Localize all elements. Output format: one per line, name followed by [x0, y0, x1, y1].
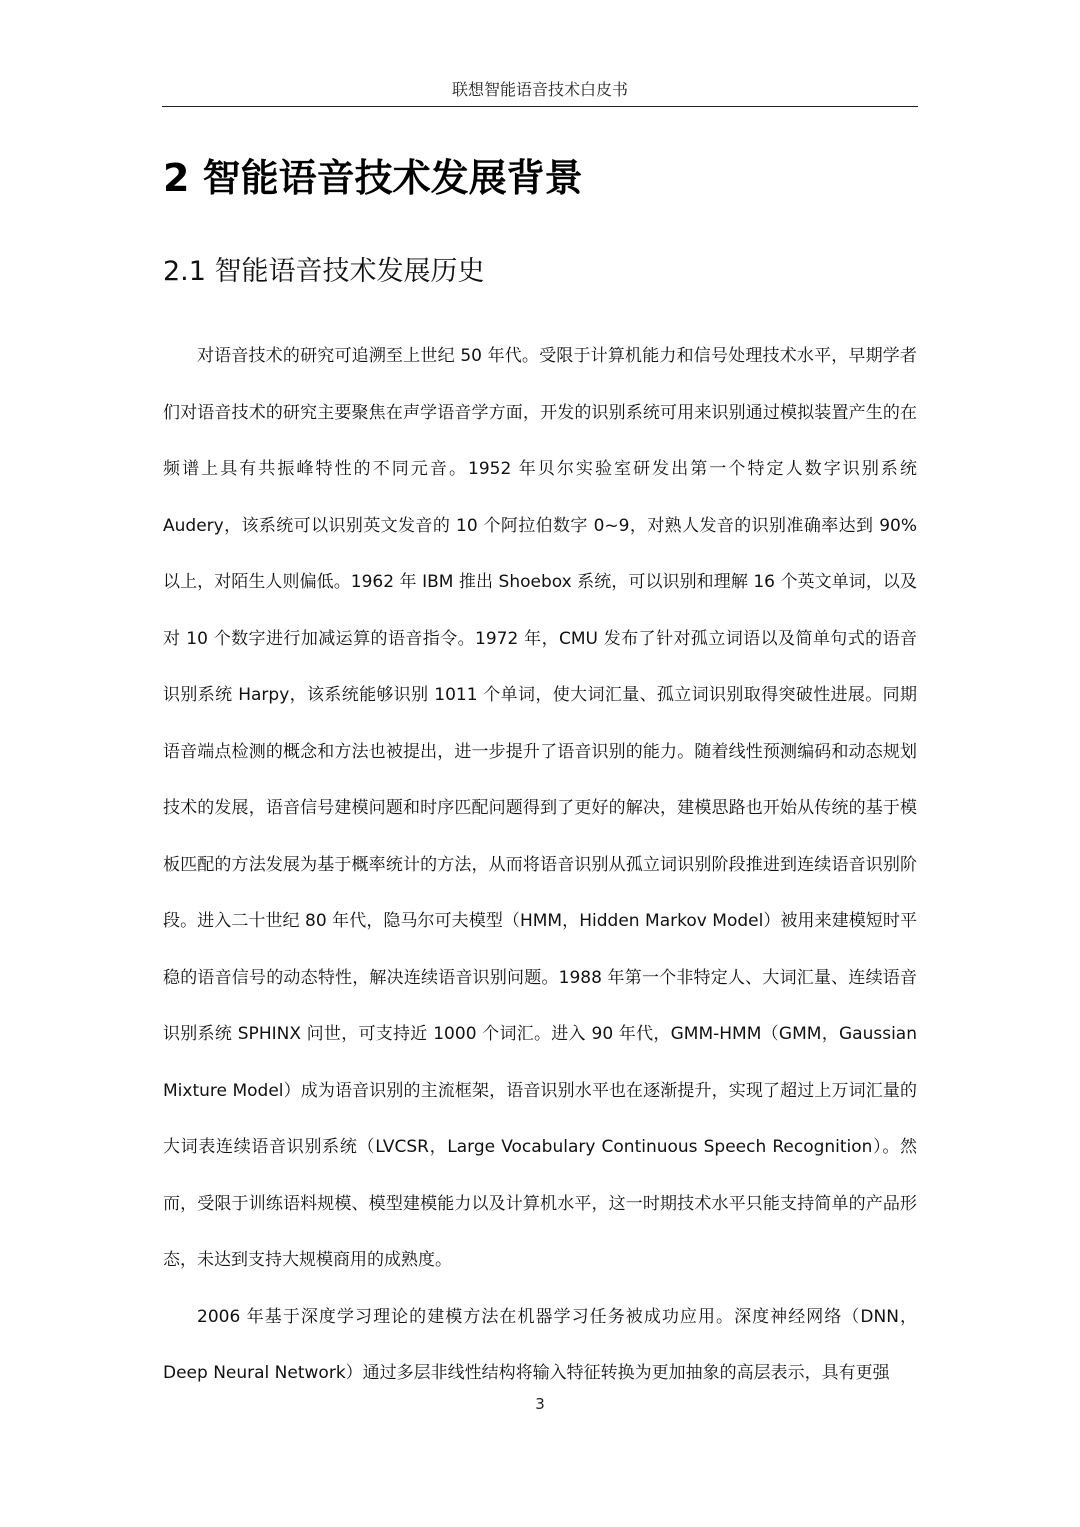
section-title: 2.1 智能语音技术发展历史 — [163, 256, 485, 287]
chapter-title: 2 智能语音技术发展背景 — [163, 156, 583, 200]
paragraph-deep-learning: 2006 年基于深度学习理论的建模方法在机器学习任务被成功应用。深度神经网络（DNN，Deep Neural Network）通过多层非线性结构将输入特征转换为更加抽象的高层表示，具有更强 — [163, 1306, 917, 1383]
body-text — [163, 328, 917, 1402]
running-header: 联想智能语音技术白皮书 — [451, 80, 628, 99]
page-number: 3 — [535, 1395, 545, 1413]
paragraph-history: 对语音技术的研究可追溯至上世纪 50 年代。受限于计算机能力和信号处理技术水平，早期学者们对语音技术的研究主要聚焦在声学语音学方面，开发的识别系统可用来识别通过模拟装置产生的在频谱上具有共振峰特性的不同元音。1952 年贝尔实验室研发出第一个特定人数字识别系统 Audery，该系统可以识别英文发音的 10 个阿拉伯数字 0~9，对熟人发音的识别准确率达到 90%以上，对陌生人则偏低。1962 年 IBM 推出 Shoebox 系统，可以识别和理解 16 个英文单词，以及对 10 个数字进行加减运算的语音指令。1972 年，CMU 发布了针对孤立词语以及简单句式的语音识别系统 Harpy，该系统能够识别 1011 个单词，使大词汇量、孤立词识别取得突破性进展。同期语音端点检测的概念和方法也被提出，进一步提升了语音识别的能力。随着线性预测编码和动态规划技术的发展，语音信号建模问题和时序匹配问题得到了更好的解决，建模思路也开始从传统的基于模板匹配的方法发展为基于概率统计的方法，从而将语音识别从孤立词识别阶段推进到连续语音识别阶段。进入二十世纪 80 年代，隐马尔可夫模型（HMM，Hidden Markov Model）被用来建模短时平稳的语音信号的动态特性，解决连续语音识别问题。1988 年第一个非特定人、大词汇量、连续语音识别系统 SPHINX 问世，可支持近 1000 个词汇。进入 90 年代，GMM-HMM（GMM，Gaussian Mixture Model）成为语音识别的主流框架，语音识别水平也在逐渐提升，实现了超过上万词汇量的大词表连续语音识别系统（LVCSR，Large Vocabulary Continuous Speech Recognition）。然而，受限于训练语料规模、模型建模能力以及计算机水平，这一时期技术水平只能支持简单的产品形态，未达到支持大规模商用的成熟度。 — [163, 346, 917, 1270]
header-divider — [162, 106, 918, 107]
